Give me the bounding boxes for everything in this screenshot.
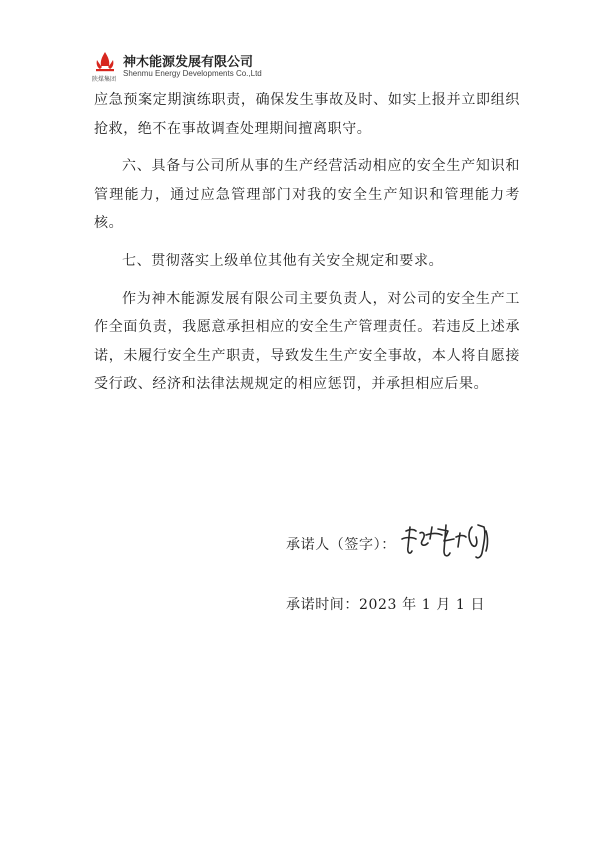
paragraph-item-7: 七、贯彻落实上级单位其他有关安全规定和要求。 xyxy=(122,252,444,269)
paragraph-closing: 作为神木能源发展有限公司主要负责人，对公司的安全生产工作全面负责，我愿意承担相应的安全生产管理责任。若违反上述承诺，未履行安全生产职责，导致发生生产安全事故，本人将自愿接受行政、经济和法律法规规定的相应惩罚，并承担相应后果。 xyxy=(94,290,520,393)
company-name-en: Shenmu Energy Developments Co.,Ltd xyxy=(123,69,262,78)
logo-sub-text: 陕煤集团 xyxy=(92,76,117,83)
paragraph-continuation: 应急预案定期演练职责，确保发生事故及时、如实上报并立即组织抢救，绝不在事故调查处理期间擅离职守。 xyxy=(94,92,520,137)
handwritten-signature xyxy=(398,517,494,567)
company-name-cn: 神木能源发展有限公司 xyxy=(123,55,254,70)
signature-label: 承诺人（签字）： xyxy=(286,537,396,553)
commitment-body xyxy=(94,86,520,408)
commitment-date: 承诺时间：2023 年 1 月 1 日 xyxy=(286,597,486,613)
paragraph-item-6: 六、具备与公司所从事的生产经营活动相应的安全生产知识和管理能力，通过应急管理部门对我的安全生产知识和管理能力考核。 xyxy=(94,158,520,232)
